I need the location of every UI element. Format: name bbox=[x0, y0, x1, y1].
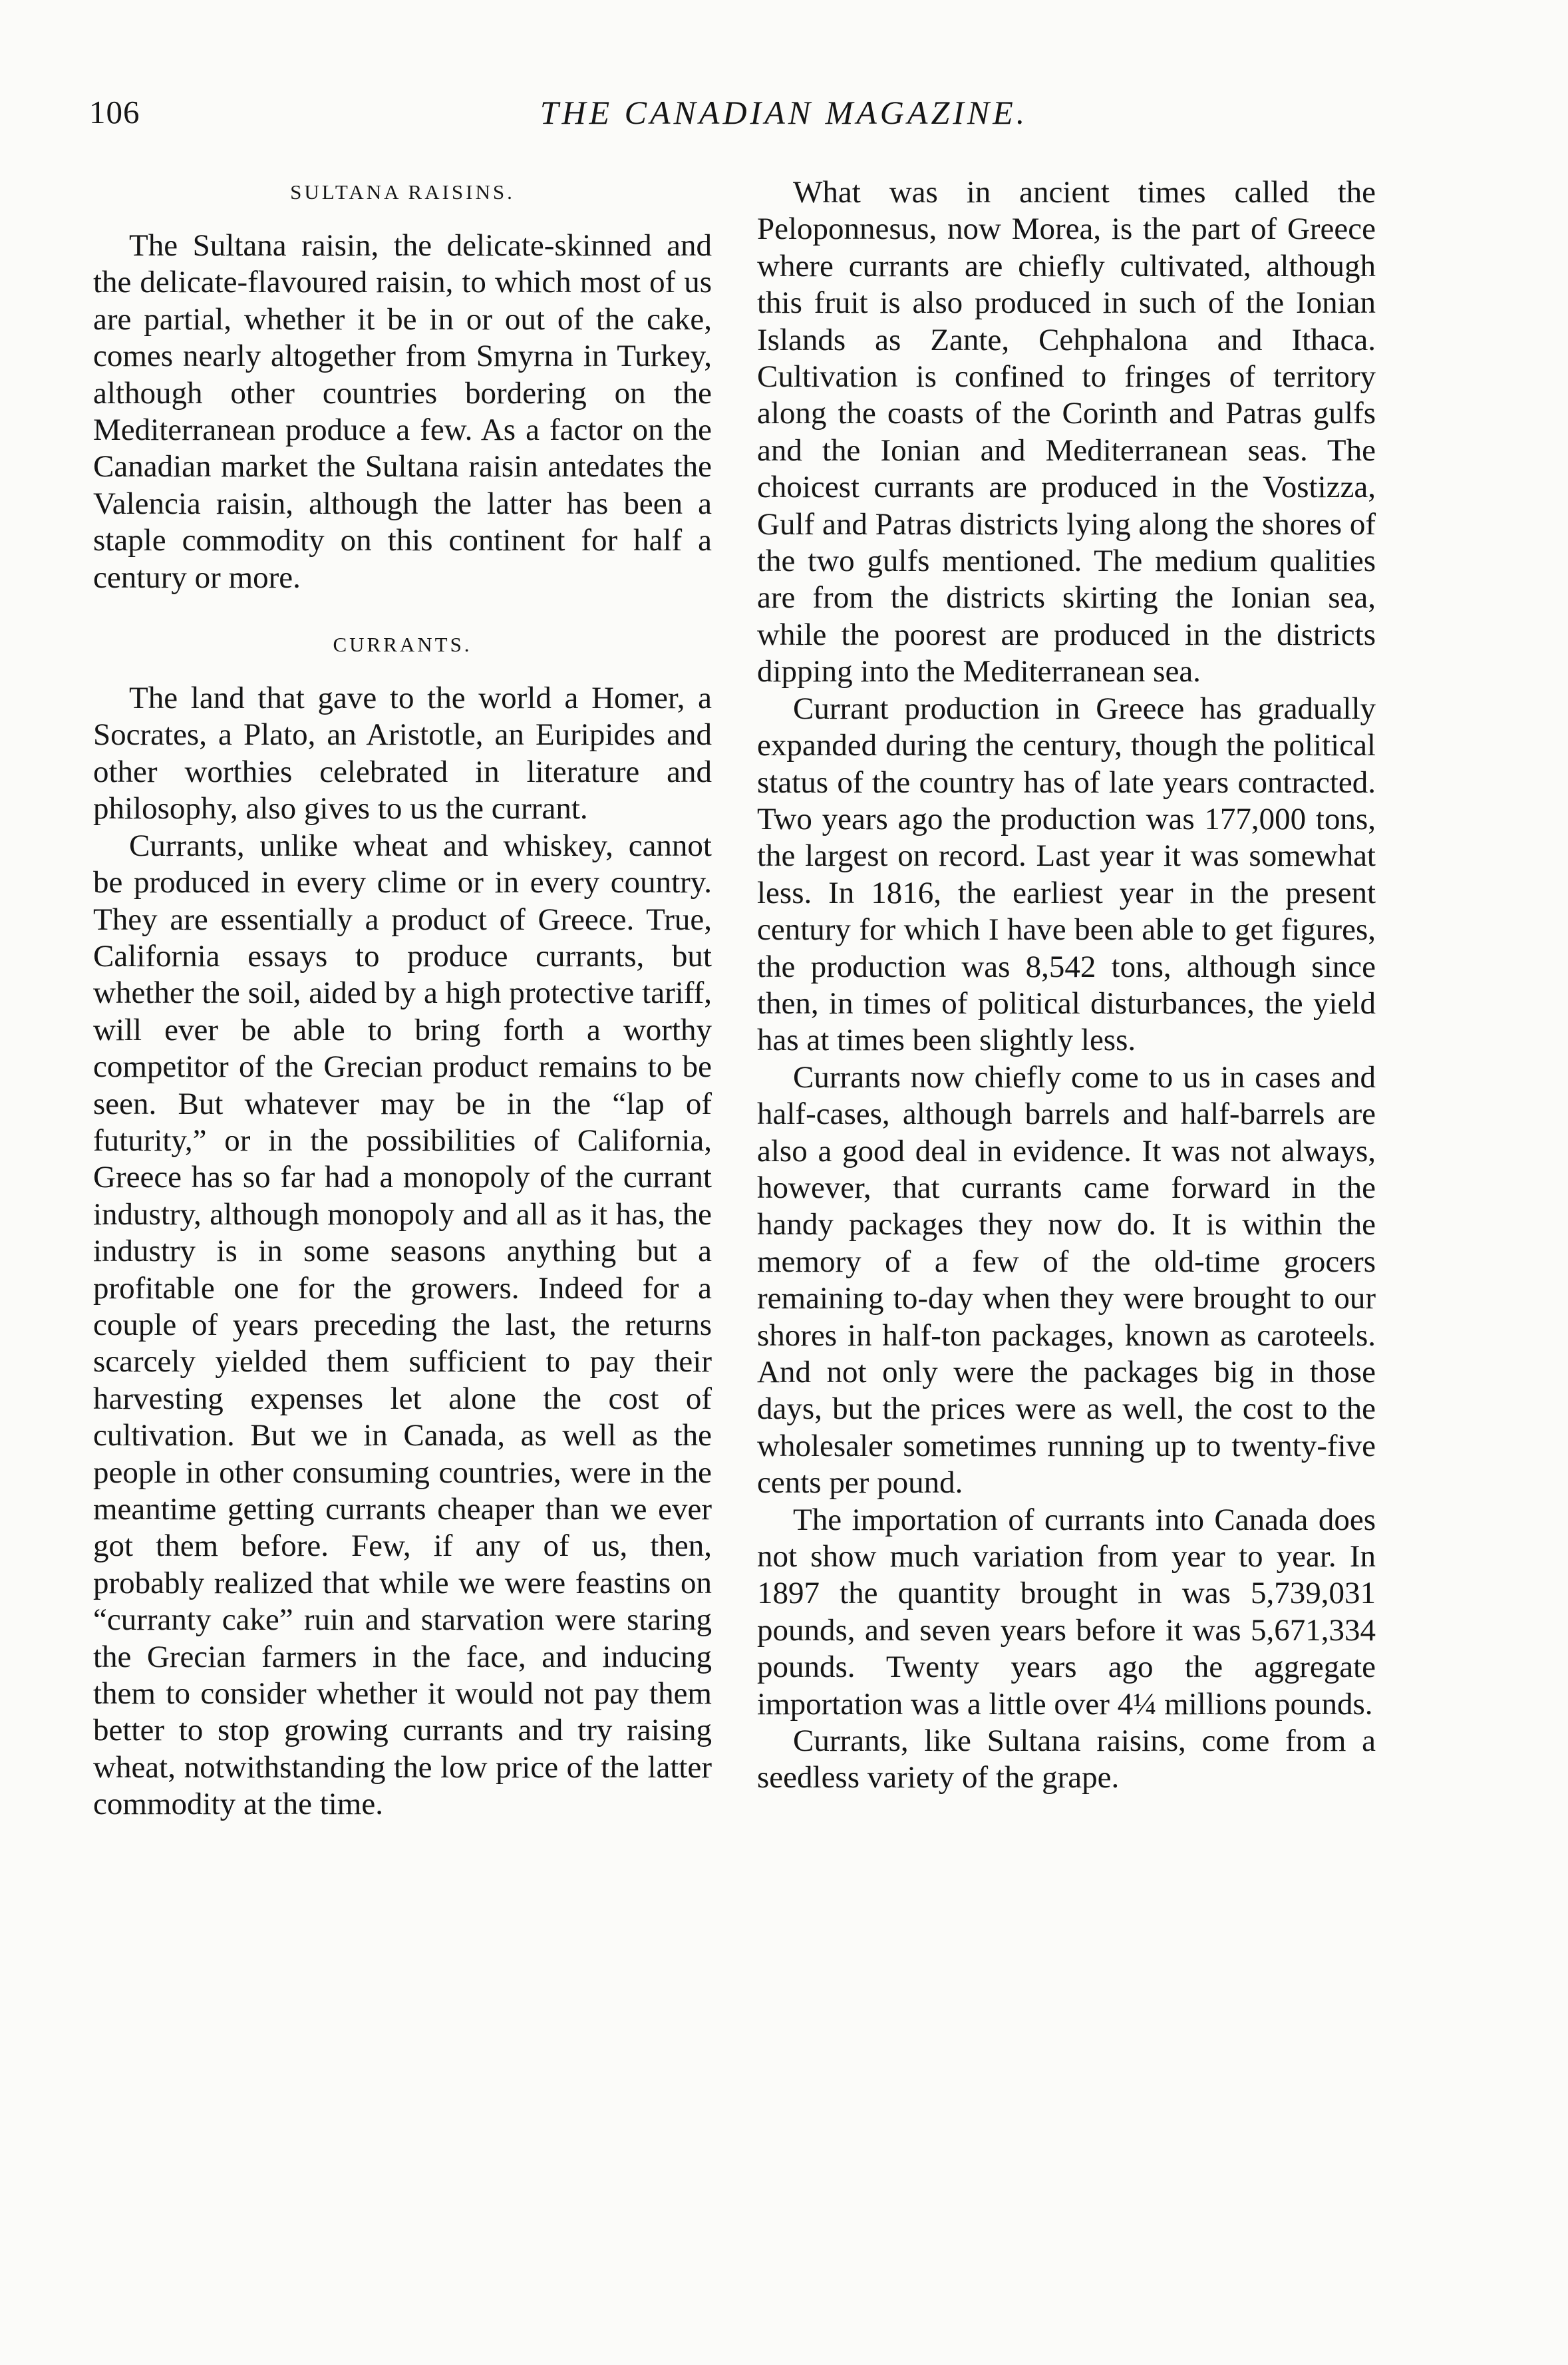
paragraph-importation: The importation of currants into Canada does not show much variation from year to year. In 1897 the quantity brought in was 5,739,031 pounds, and seven years before it was 5,671,334 pounds. Twenty years ago the aggregate importation was a little over 4¼ millions pounds. bbox=[757, 1502, 1376, 1722]
page-number: 106 bbox=[89, 94, 140, 130]
right-column bbox=[757, 174, 1376, 1797]
paragraph-currants-greece-monopoly: Currants, unlike wheat and whiskey, cannot be produced in every clime or in every country. They are essentially a product of Greece. True, California essays to produce currants, but whether the soil, aided by a high protective tariff, will ever be able to bring forth a worthy competitor of the Grecian product remains to be seen. But whatever may be in the “lap of futurity,” or in the possibilities of California, Greece has so far had a monopoly of the currant industry, although monopoly and all as it has, the industry is in some seasons anything but a profitable one for the growers. Indeed for a couple of years preceding the last, the returns scarcely yielded them sufficient to pay their harvesting expenses let alone the cost of cultivation. But we in Canada, as well as the people in other consuming countries, were in the meantime getting currants cheaper than we ever got them before. Few, if any of us, then, probably realized that while we were feastins on “curranty cake” ruin and starvation were staring the Grecian farmers in the face, and inducing them to consider whether it would not pay them better to stop growing currants and try raising wheat, notwithstanding the low price of the latter commodity at the time. bbox=[93, 828, 712, 1822]
left-column bbox=[93, 174, 712, 1823]
paragraph-packaging: Currants now chiefly come to us in cases and half-cases, although barrels and half-barrels are also a good deal in evidence. It was not always, however, that currants came forward in the handy packages they now do. It is within the memory of a few of the old-time grocers remaining to-day when they were brought to our shores in half-ton packages, known as caroteels. And not only were the packages big in those days, but the prices were as well, the cost to the wholesaler sometimes running up to twenty-five cents per pound. bbox=[757, 1059, 1376, 1501]
paragraph-cultivation-regions: What was in ancient times called the Peloponnesus, now Morea, is the part of Greece where currants are chiefly cultivated, although this fruit is also produced in such of the Ionian Islands as Zante, Cehphalona and Ithaca. Cultivation is confined to fringes of territory along the coasts of the Corinth and Patras gulfs and the Ionian and Mediterranean seas. The choicest currants are produced in the Vostizza, Gulf and Patras districts lying along the shores of the two gulfs mentioned. The medium qualities are from the districts skirting the Ionian sea, while the poorest are produced in the districts dipping into the Mediterranean sea. bbox=[757, 175, 1376, 689]
section-heading-currants: CURRANTS. bbox=[333, 633, 472, 657]
paragraph-sultana-raisins: The Sultana raisin, the delicate-skinned and the delicate-flavoured raisin, to which most of us are partial, whether it be in or out of the cake, comes nearly altogether from Smyrna in Turkey, although other countries bordering on the Mediterranean produce a few. As a factor on the Canadian market the Sultana raisin antedates the Valencia raisin, although the latter has been a staple commodity on this continent for half a century or more. bbox=[93, 228, 712, 595]
running-title: THE CANADIAN MAGAZINE. bbox=[540, 94, 1028, 131]
paragraph-production-history: Currant production in Greece has gradually expanded during the century, though the political status of the country has of late years contracted. Two years ago the production was 177,000 tons, the largest on record. Last year it was somewhat less. In 1816, the earliest year in the present century for which I have been able to get figures, the production was 8,542 tons, although since then, in times of political disturbances, the yield has at times been slightly less. bbox=[757, 691, 1376, 1058]
paragraph-currants-origin: The land that gave to the world a Homer, a Socrates, a Plato, an Aristotle, an Euripides and other worthies celebrated in literature and philosophy, also gives to us the currant. bbox=[93, 681, 712, 826]
section-heading-sultana-raisins: SULTANA RAISINS. bbox=[290, 180, 515, 204]
paragraph-seedless-grape: Currants, like Sultana raisins, come from a seedless variety of the grape. bbox=[757, 1724, 1376, 1795]
